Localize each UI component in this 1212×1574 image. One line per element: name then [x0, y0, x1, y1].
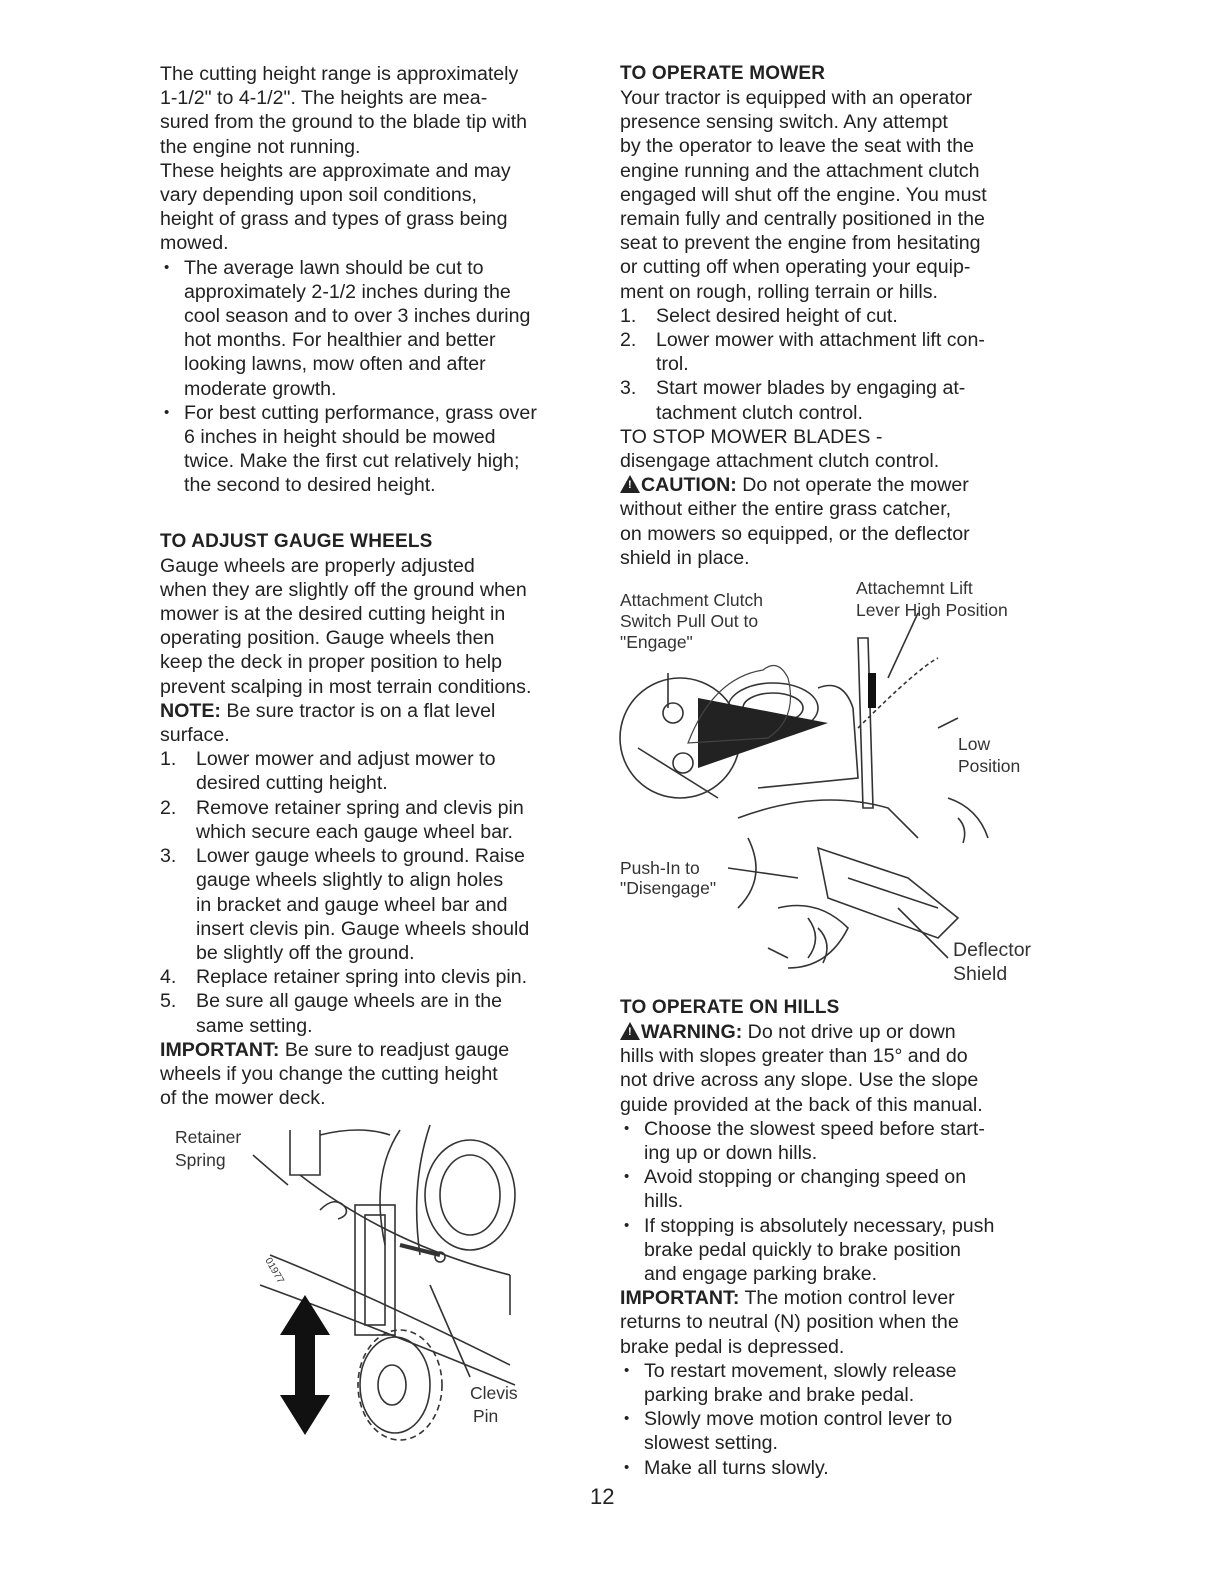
- attachment-clutch-label-line1: Attachment Clutch: [620, 590, 763, 610]
- gauge-wheel-illustration: [170, 1115, 550, 1455]
- list-item: • To restart movement, slowly release parking brake and brake pedal.: [620, 1359, 1050, 1407]
- list-item: 3. Lower gauge wheels to ground. Raise gauge wheels slightly to align holes in bracket and gauge wheel bar and insert clevis pin. Gauge wheels should be slightly off the ground.: [160, 845, 530, 964]
- list-item: • The average lawn should be cut to approximately 2-1/2 inches during the cool season and to over 3 inches during hot months. For healthier and better looking lawns, mow often and after moderate growth.: [160, 256, 592, 401]
- note-paragraph: NOTE: Be sure tractor is on a flat level surface.: [160, 699, 496, 747]
- note-label: NOTE:: [160, 699, 221, 722]
- attachment-clutch-label-line3: "Engage": [620, 632, 693, 652]
- figure-code: 01977: [262, 1256, 286, 1286]
- caution-label: CAUTION:: [641, 474, 737, 497]
- tractor-controls-figure: [618, 578, 1048, 990]
- important-label: IMPORTANT:: [620, 1287, 740, 1310]
- hills-tips-list: [620, 1117, 1050, 1286]
- operate-steps-list: [620, 304, 1050, 425]
- warning-triangle-icon: [620, 475, 640, 493]
- list-item: 3. Start mower blades by engaging at- tachment clutch control.: [620, 377, 966, 424]
- warning-label: WARNING:: [641, 1021, 743, 1043]
- low-position-label-line1: Low: [958, 734, 991, 754]
- gauge-wheels-heading: TO ADJUST GAUGE WHEELS: [160, 530, 433, 552]
- caution-paragraph: !CAUTION: Do not operate the mower without either the entire grass catcher, on mowers so equipped, or the deflector shield in place.: [620, 473, 1050, 570]
- list-item: • Avoid stopping or changing speed on hills.: [620, 1165, 1050, 1213]
- operate-hills-heading: TO OPERATE ON HILLS: [620, 997, 840, 1018]
- attachment-clutch-label-line2: Switch Pull Out to: [620, 611, 759, 631]
- clevis-label: Clevis: [470, 1383, 518, 1403]
- page-number: 12: [590, 1484, 615, 1509]
- gauge-steps-list: [160, 747, 592, 1037]
- list-item: 2. Lower mower with attachment lift con- trol.: [620, 329, 985, 376]
- important-motion-paragraph: IMPORTANT: The motion control lever returns to neutral (N) position when the brake pedal is depressed.: [620, 1287, 959, 1358]
- left-column: [160, 62, 592, 1110]
- operate-mower-heading: TO OPERATE MOWER: [620, 63, 826, 84]
- list-item: • For best cutting performance, grass over 6 inches in height should be mowed twice. Make the first cut relatively high; the second to desired height.: [160, 401, 592, 498]
- deflector-shield-label-line1: Deflector: [953, 939, 1032, 961]
- operate-mower-paragraph: Your tractor is equipped with an operator presence sensing switch. Any attempt by the operator to leave the seat with the engine running and the attachment clutch engaged will shut off the engine. You must remain fully and centrally positioned in the seat to prevent the engine from hesitating or cutting off when operating your equip- ment on rough, rolling terrain or hills.: [620, 87, 987, 303]
- important-label: IMPORTANT:: [160, 1038, 280, 1061]
- retainer-label: Retainer: [175, 1127, 242, 1147]
- mowing-tips-list: [160, 256, 592, 498]
- low-position-label-line2: Position: [958, 756, 1021, 776]
- approximate-heights-paragraph: These heights are approximate and may vary depending upon soil conditions, height of grass and types of grass being mowed.: [160, 159, 511, 255]
- lift-lever-label-line1: Attachemnt Lift: [856, 578, 973, 598]
- warning-paragraph: !WARNING: Do not drive up or down hills with slopes greater than 15° and do not drive across any slope. Use the slope guide provided at the back of this manual.: [620, 1020, 1050, 1117]
- gauge-wheel-figure: [170, 1115, 550, 1455]
- warning-triangle-icon: [620, 1022, 640, 1040]
- list-item: 4. Replace retainer spring into clevis pin.: [160, 966, 528, 989]
- restart-tips-list: [620, 1359, 1050, 1480]
- important-paragraph: IMPORTANT: Be sure to readjust gauge wheels if you change the cutting height of the mower deck.: [160, 1038, 510, 1110]
- hills-section: [620, 996, 1050, 1480]
- deflector-shield-label-line2: Shield: [953, 963, 1008, 985]
- list-item: 5. Be sure all gauge wheels are in the same setting.: [160, 990, 503, 1037]
- right-column: [620, 62, 1050, 570]
- gauge-wheels-paragraph: Gauge wheels are properly adjusted when they are slightly off the ground when mower is at the desired cutting height in operating position. Gauge wheels then keep the deck in proper position to help prevent scalping in most terrain conditions.: [160, 554, 532, 698]
- list-item: 2. Remove retainer spring and clevis pin which secure each gauge wheel bar.: [160, 796, 524, 843]
- spring-label: Spring: [175, 1150, 226, 1170]
- push-in-label-line1: Push-In to: [620, 858, 700, 878]
- list-item: • If stopping is absolutely necessary, push brake pedal quickly to brake position and engage parking brake.: [620, 1214, 1050, 1287]
- list-item: • Choose the slowest speed before start- ing up or down hills.: [620, 1117, 1050, 1165]
- list-item: • Slowly move motion control lever to slowest setting.: [620, 1407, 1050, 1455]
- pin-label: Pin: [473, 1406, 499, 1426]
- list-item: • Make all turns slowly.: [620, 1456, 1050, 1480]
- stop-blades-paragraph: TO STOP MOWER BLADES - disengage attachment clutch control.: [620, 425, 940, 473]
- cutting-height-paragraph: The cutting height range is approximately 1-1/2" to 4-1/2". The heights are mea- sured from the ground to the blade tip with the engine not running.: [160, 63, 528, 158]
- list-item: 1. Select desired height of cut.: [620, 304, 898, 327]
- push-in-label-line2: "Disengage": [620, 878, 717, 898]
- list-item: 1. Lower mower and adjust mower to desired cutting height.: [160, 748, 496, 795]
- lift-lever-label-line2: Lever High Position: [856, 600, 1008, 620]
